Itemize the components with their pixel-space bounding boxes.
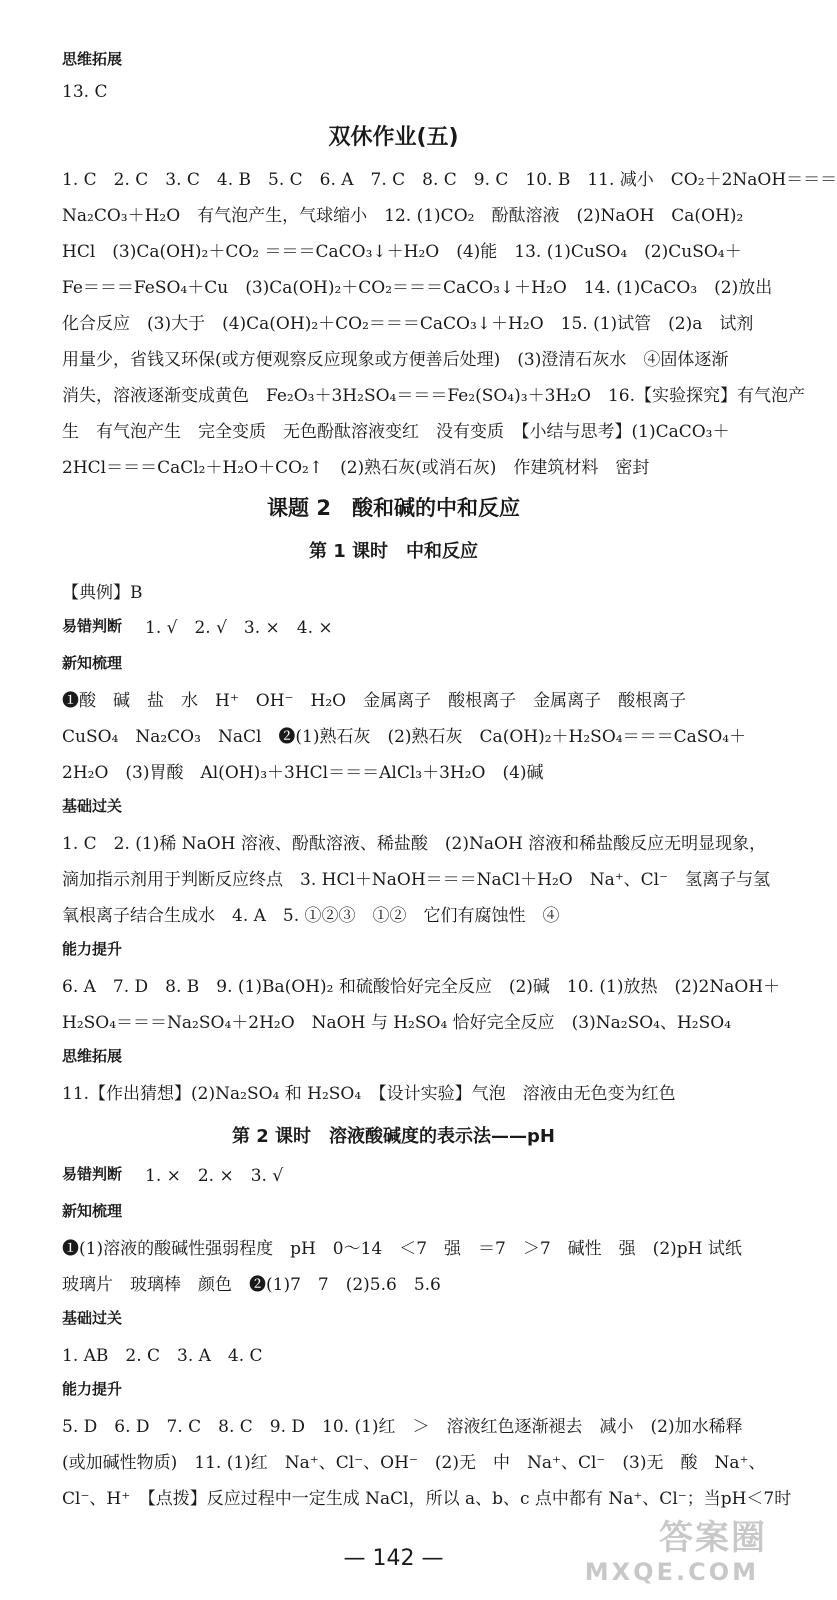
- answer-line: 玻璃片 玻璃棒 颜色 ❷(1)7 7 (2)5.6 5.6: [62, 1275, 441, 1295]
- answer-line: H₂SO₄＝＝＝Na₂SO₄＋2H₂O NaOH 与 H₂SO₄ 恰好完全反应 (3)Na₂SO₄、H₂SO₄: [62, 1013, 732, 1033]
- answer-line: CuSO₄ Na₂CO₃ NaCl ❷(1)熟石灰 (2)熟石灰 Ca(OH)₂＋H₂SO₄＝＝＝CaSO₄＋: [62, 727, 747, 747]
- answer-line: ❶(1)溶液的酸碱性强弱程度 pH 0～14 ＜7 强 ＝7 ＞7 碱性 强 (2)pH 试纸: [62, 1239, 742, 1259]
- answer-line: 1. C 2. C 3. C 4. B 5. C 6. A 7. C 8. C 9. C 10. B 11. 减小 CO₂＋2NaOH＝＝＝: [62, 170, 837, 190]
- answer-line: 1. √ 2. √ 3. × 4. ×: [145, 618, 333, 638]
- answer-line: (或加碱性物质) 11. (1)红 Na⁺、Cl⁻、OH⁻ (2)无 中 Na⁺、Cl⁻ (3)无 酸 Na⁺、: [62, 1453, 766, 1473]
- page-number: — 142 —: [343, 1546, 444, 1571]
- answer-line: 2H₂O (3)胃酸 Al(OH)₃＋3HCl＝＝＝AlCl₃＋3H₂O (4)碱: [62, 763, 544, 783]
- example-answer: 【典例】B: [62, 583, 143, 603]
- section-label: 易错判断: [62, 1165, 123, 1183]
- answer-line: Fe＝＝＝FeSO₄＋Cu (3)Ca(OH)₂＋CO₂＝＝＝CaCO₃↓＋H₂O 14. (1)CaCO₃ (2)放出: [62, 278, 773, 298]
- answer-line: 6. A 7. D 8. B 9. (1)Ba(OH)₂ 和硫酸恰好完全反应 (2)碱 10. (1)放热 (2)2NaOH＋: [62, 977, 781, 997]
- answer-line: 滴加指示剂用于判断反应终点 3. HCl＋NaOH＝＝＝NaCl＋H₂O Na⁺、Cl⁻ 氢离子与氢: [62, 870, 771, 890]
- topic-title: 课题 2 酸和碱的中和反应: [267, 496, 520, 520]
- answer-line: 1. C 2. (1)稀 NaOH 溶液、酚酞溶液、稀盐酸 (2)NaOH 溶液和稀盐酸反应无明显现象，: [62, 834, 767, 854]
- section-label: 新知梳理: [62, 654, 123, 672]
- answer-line: 生 有气泡产生 完全变质 无色酚酞溶液变红 没有变质 【小结与思考】(1)CaCO₃＋: [62, 422, 730, 442]
- section-label: 思维拓展: [62, 50, 123, 68]
- section-label: 基础过关: [62, 797, 123, 815]
- section-label: 基础过关: [62, 1309, 123, 1327]
- section-label: 新知梳理: [62, 1202, 123, 1220]
- watermark-url: MXQE.COM: [584, 1558, 759, 1586]
- answer-line: Cl⁻、H⁺ 【点拨】反应过程中一定生成 NaCl，所以 a、b、c 点中都有 Na⁺、Cl⁻；当pH＜7时: [62, 1489, 792, 1509]
- answer-line: 13. C: [62, 82, 108, 102]
- answer-line: HCl (3)Ca(OH)₂＋CO₂ ＝＝＝CaCO₃↓＋H₂O (4)能 13. (1)CuSO₄ (2)CuSO₄＋: [62, 242, 742, 262]
- page-title: 双休作业(五): [328, 125, 459, 150]
- answer-line: 消失，溶液逐渐变成黄色 Fe₂O₃＋3H₂SO₄＝＝＝Fe₂(SO₄)₃＋3H₂O 16.【实验探究】有气泡产: [62, 386, 805, 406]
- watermark-logo: 答案圈: [659, 1518, 767, 1558]
- answer-line: Na₂CO₃＋H₂O 有气泡产生，气球缩小 12. (1)CO₂ 酚酞溶液 (2)NaOH Ca(OH)₂: [62, 206, 744, 226]
- lesson-title: 第 2 课时 溶液酸碱度的表示法——pH: [231, 1126, 555, 1147]
- answer-line: 1. AB 2. C 3. A 4. C: [62, 1346, 263, 1366]
- answer-line: 11.【作出猜想】(2)Na₂SO₄ 和 H₂SO₄ 【设计实验】气泡 溶液由无色变为红色: [62, 1084, 676, 1104]
- answer-line: 化合反应 (3)大于 (4)Ca(OH)₂＋CO₂＝＝＝CaCO₃↓＋H₂O 15. (1)试管 (2)a 试剂: [62, 314, 754, 334]
- answer-line: ❶酸 碱 盐 水 H⁺ OH⁻ H₂O 金属离子 酸根离子 金属离子 酸根离子: [62, 691, 687, 711]
- answer-line: 1. × 2. × 3. √: [145, 1166, 284, 1186]
- answer-line: 2HCl＝＝＝CaCl₂＋H₂O＋CO₂↑ (2)熟石灰(或消石灰) 作建筑材料 密封: [62, 458, 650, 478]
- section-label: 能力提升: [62, 940, 123, 958]
- section-label: 思维拓展: [62, 1047, 123, 1065]
- section-label: 易错判断: [62, 617, 123, 635]
- answer-line: 用量少，省钱又环保(或方便观察反应现象或方便善后处理) (3)澄清石灰水 ④固体逐渐: [62, 350, 729, 370]
- answer-line: 氧根离子结合生成水 4. A 5. ①②③ ①② 它们有腐蚀性 ④: [62, 906, 560, 926]
- answer-line: 5. D 6. D 7. C 8. C 9. D 10. (1)红 ＞ 溶液红色逐渐褪去 减小 (2)加水稀释: [62, 1417, 743, 1437]
- section-label: 能力提升: [62, 1380, 123, 1398]
- lesson-title: 第 1 课时 中和反应: [308, 541, 479, 562]
